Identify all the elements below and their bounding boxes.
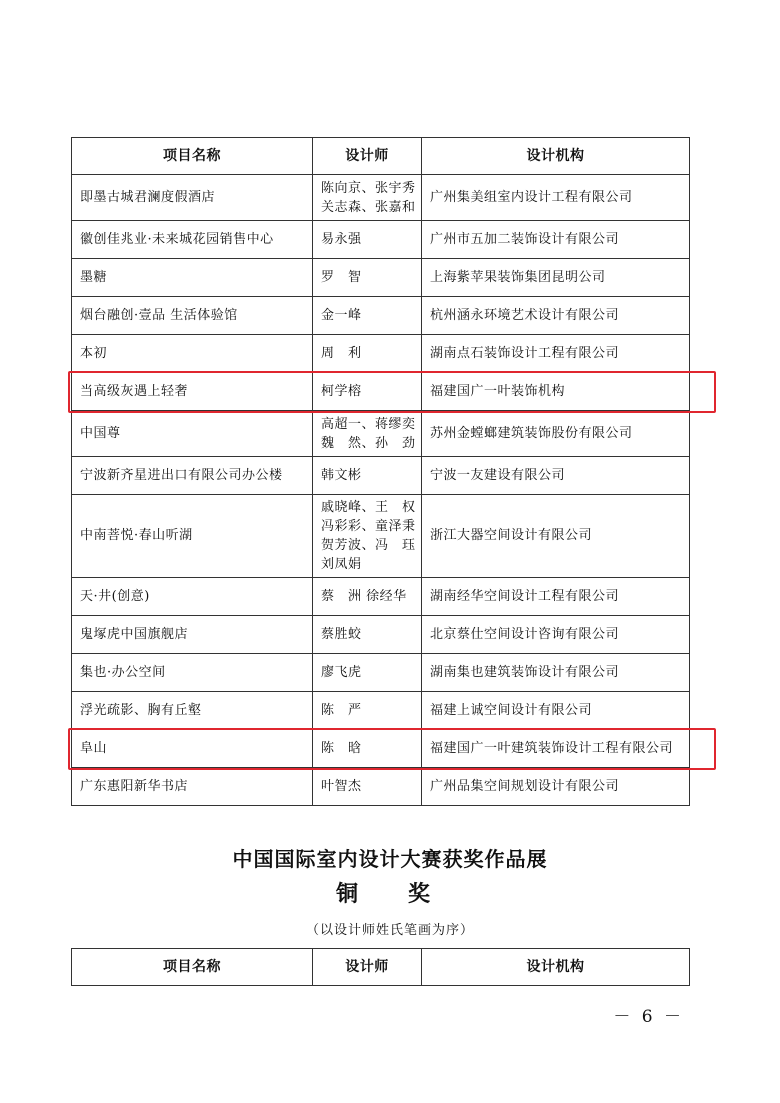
organization-cell: 湖南点石装饰设计工程有限公司 bbox=[422, 335, 690, 373]
table-body bbox=[72, 175, 690, 806]
designer-cell bbox=[313, 578, 422, 616]
designer-line: 柯学榕 bbox=[321, 383, 362, 399]
table-row bbox=[72, 373, 690, 411]
project-name-cell: 当高级灰遇上轻奢 bbox=[72, 373, 313, 411]
designer-line: 周 利 bbox=[321, 345, 362, 361]
project-name-cell: 烟台融创·壹品 生活体验馆 bbox=[72, 297, 313, 335]
table-header-row bbox=[72, 949, 690, 986]
designer-line: 罗 智 bbox=[321, 269, 362, 285]
order-note: （以设计师姓氏笔画为序） bbox=[305, 923, 474, 938]
project-name-cell: 本初 bbox=[72, 335, 313, 373]
header-org: 设计机构 bbox=[422, 949, 690, 986]
designer-line: 蔡胜蛟 bbox=[321, 626, 362, 642]
designer-line: 廖飞虎 bbox=[321, 664, 362, 680]
designer-line: 陈 严 bbox=[321, 702, 362, 718]
organization-cell: 湖南经华空间设计工程有限公司 bbox=[422, 578, 690, 616]
organization-cell: 广州品集空间规划设计有限公司 bbox=[422, 768, 690, 806]
organization-cell: 苏州金螳螂建筑装饰股份有限公司 bbox=[422, 411, 690, 457]
project-name-cell: 中南菩悦·春山听湖 bbox=[72, 495, 313, 578]
header-designer: 设计师 bbox=[313, 949, 422, 986]
organization-cell: 福建上诚空间设计有限公司 bbox=[422, 692, 690, 730]
section-title: 中国国际室内设计大赛获奖作品展 bbox=[232, 847, 548, 871]
designer-line: 冯彩彩、童泽秉 bbox=[321, 519, 416, 534]
designer-cell bbox=[313, 616, 422, 654]
organization-cell: 福建国广一叶建筑装饰设计工程有限公司 bbox=[422, 730, 690, 768]
designer-line: 易永强 bbox=[321, 231, 362, 247]
designer-line: 贺芳波、冯 珏 bbox=[321, 538, 416, 553]
organization-cell: 杭州涵永环境艺术设计有限公司 bbox=[422, 297, 690, 335]
designer-cell bbox=[313, 297, 422, 335]
designer-line: 蔡 洲 徐经华 bbox=[321, 588, 407, 604]
project-name-cell: 中国尊 bbox=[72, 411, 313, 457]
table-header-row bbox=[72, 138, 690, 175]
designer-cell bbox=[313, 259, 422, 297]
organization-cell: 北京蔡仕空间设计咨询有限公司 bbox=[422, 616, 690, 654]
designer-line: 陈 晗 bbox=[321, 740, 362, 756]
project-name-cell: 即墨古城君澜度假酒店 bbox=[72, 175, 313, 221]
organization-cell: 广州集美组室内设计工程有限公司 bbox=[422, 175, 690, 221]
designer-line: 魏 然、孙 劲 bbox=[321, 435, 416, 451]
designer-cell bbox=[313, 692, 422, 730]
table-row bbox=[72, 616, 690, 654]
table-row bbox=[72, 495, 690, 578]
table-row bbox=[72, 221, 690, 259]
project-name-cell: 天·井(创意) bbox=[72, 578, 313, 616]
table-row bbox=[72, 692, 690, 730]
designer-line: 高超一、蒋缪奕 bbox=[321, 416, 416, 432]
project-name-cell: 广东惠阳新华书店 bbox=[72, 768, 313, 806]
designer-line: 戚晓峰、王 权 bbox=[321, 500, 416, 515]
organization-cell: 上海紫苹果装饰集团昆明公司 bbox=[422, 259, 690, 297]
designer-cell bbox=[313, 495, 422, 578]
designer-line: 刘凤娟 bbox=[321, 557, 362, 572]
project-name-cell: 鬼塚虎中国旗舰店 bbox=[72, 616, 313, 654]
header-org: 设计机构 bbox=[422, 138, 690, 175]
project-name-cell: 浮光疏影、胸有丘壑 bbox=[72, 692, 313, 730]
designer-cell bbox=[313, 654, 422, 692]
header-project: 项目名称 bbox=[72, 138, 313, 175]
table-row bbox=[72, 297, 690, 335]
designer-line: 韩文彬 bbox=[321, 467, 362, 483]
table-row bbox=[72, 730, 690, 768]
header-project: 项目名称 bbox=[72, 949, 313, 986]
designer-cell bbox=[313, 221, 422, 259]
awards-table bbox=[71, 137, 690, 806]
header-designer: 设计师 bbox=[313, 138, 422, 175]
designer-line: 金一峰 bbox=[321, 307, 362, 323]
designer-cell bbox=[313, 335, 422, 373]
designer-line: 叶智杰 bbox=[321, 778, 362, 794]
project-name-cell: 宁波新齐星进出口有限公司办公楼 bbox=[72, 457, 313, 495]
organization-cell: 湖南集也建筑装饰设计有限公司 bbox=[422, 654, 690, 692]
project-name-cell: 阜山 bbox=[72, 730, 313, 768]
organization-cell: 宁波一友建设有限公司 bbox=[422, 457, 690, 495]
project-name-cell: 集也·办公空间 bbox=[72, 654, 313, 692]
table-row bbox=[72, 411, 690, 457]
designer-line: 陈向京、张宇秀 bbox=[321, 180, 416, 196]
designer-cell bbox=[313, 768, 422, 806]
designer-line: 关志森、张嘉和 bbox=[321, 199, 416, 215]
project-name-cell: 墨糖 bbox=[72, 259, 313, 297]
designer-cell bbox=[313, 457, 422, 495]
table-row bbox=[72, 457, 690, 495]
designer-cell bbox=[313, 373, 422, 411]
table-row bbox=[72, 578, 690, 616]
table-row bbox=[72, 335, 690, 373]
award-title: 铜 奖 bbox=[335, 881, 444, 907]
page-number: － 6 － bbox=[613, 1007, 684, 1027]
designer-cell bbox=[313, 411, 422, 457]
table-row bbox=[72, 768, 690, 806]
designer-cell bbox=[313, 730, 422, 768]
table-row bbox=[72, 259, 690, 297]
project-name-cell: 徽创佳兆业·未来城花园销售中心 bbox=[72, 221, 313, 259]
table-row bbox=[72, 175, 690, 221]
organization-cell: 广州市五加二装饰设计有限公司 bbox=[422, 221, 690, 259]
table-row bbox=[72, 654, 690, 692]
designer-cell bbox=[313, 175, 422, 221]
bronze-awards-table bbox=[71, 948, 690, 986]
organization-cell: 浙江大器空间设计有限公司 bbox=[422, 495, 690, 578]
organization-cell: 福建国广一叶装饰机构 bbox=[422, 373, 690, 411]
